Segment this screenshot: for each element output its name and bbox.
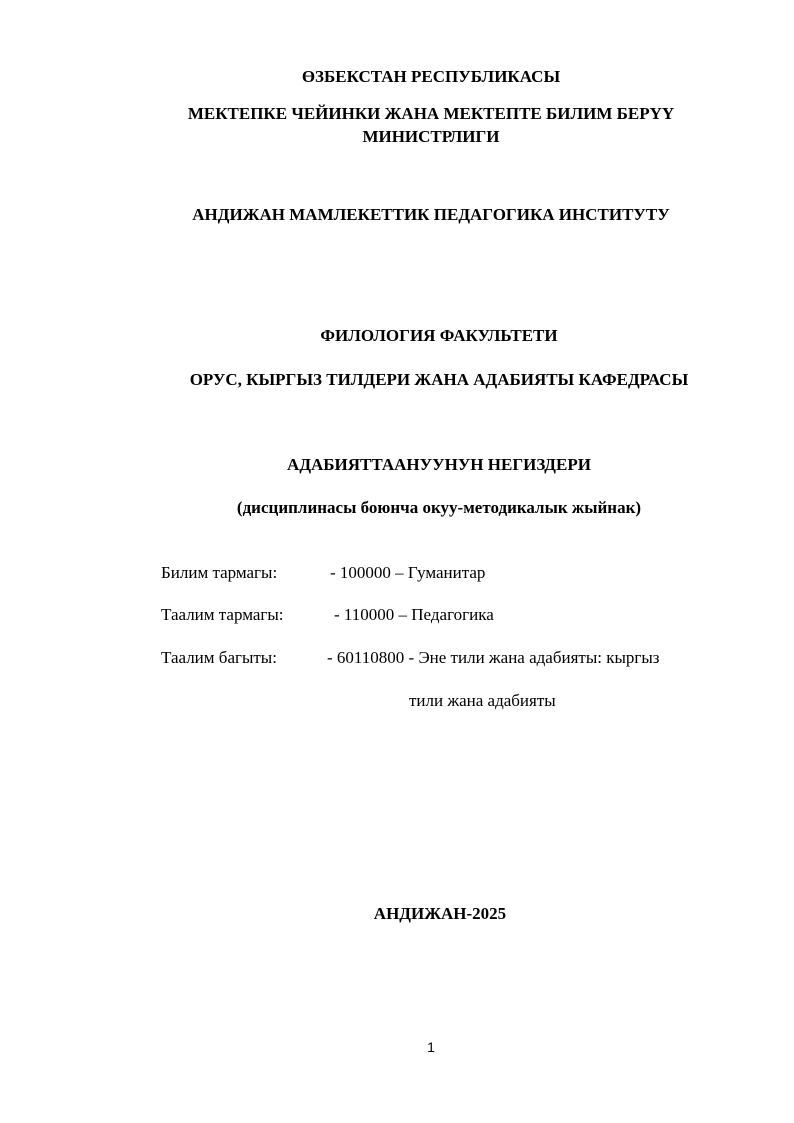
field-value-training-direction: - 60110800 - Эне тили жана адабияты: кыргыз <box>327 648 660 667</box>
country-heading: ӨЗБЕКСТАН РЕСПУБЛИКАСЫ <box>301 67 561 86</box>
field-value-training-area: - 110000 – Педагогика <box>334 605 494 624</box>
discipline-subtitle: (дисциплинасы боюнча окуу-методикалык жыйнак) <box>236 498 642 517</box>
institute-heading: АНДИЖАН МАМЛЕКЕТТИК ПЕДАГОГИКА ИНСТИТУТУ <box>192 205 670 224</box>
discipline-title: АДАБИЯТТААНУУНУН НЕГИЗДЕРИ <box>287 455 591 474</box>
page-number: 1 <box>427 1039 435 1055</box>
field-value-education-area: - 100000 – Гуманитар <box>330 563 486 582</box>
field-label-training-area: Таалим тармагы: <box>161 605 284 624</box>
ministry-heading-line2: МИНИСТРЛИГИ <box>362 127 500 146</box>
field-label-education-area: Билим тармагы: <box>161 563 278 582</box>
field-value-training-direction-continuation: тили жана адабияты <box>409 691 556 710</box>
city-year: АНДИЖАН-2025 <box>373 904 507 923</box>
field-label-training-direction: Таалим багыты: <box>161 648 277 667</box>
faculty-heading: ФИЛОЛОГИЯ ФАКУЛЬТЕТИ <box>320 326 558 345</box>
ministry-heading-line1: МЕКТЕПКЕ ЧЕЙИНКИ ЖАНА МЕКТЕПТЕ БИЛИМ БЕРҮҮ <box>187 104 675 123</box>
department-heading: ОРУС, КЫРГЫЗ ТИЛДЕРИ ЖАНА АДАБИЯТЫ КАФЕДРАСЫ <box>189 370 689 389</box>
